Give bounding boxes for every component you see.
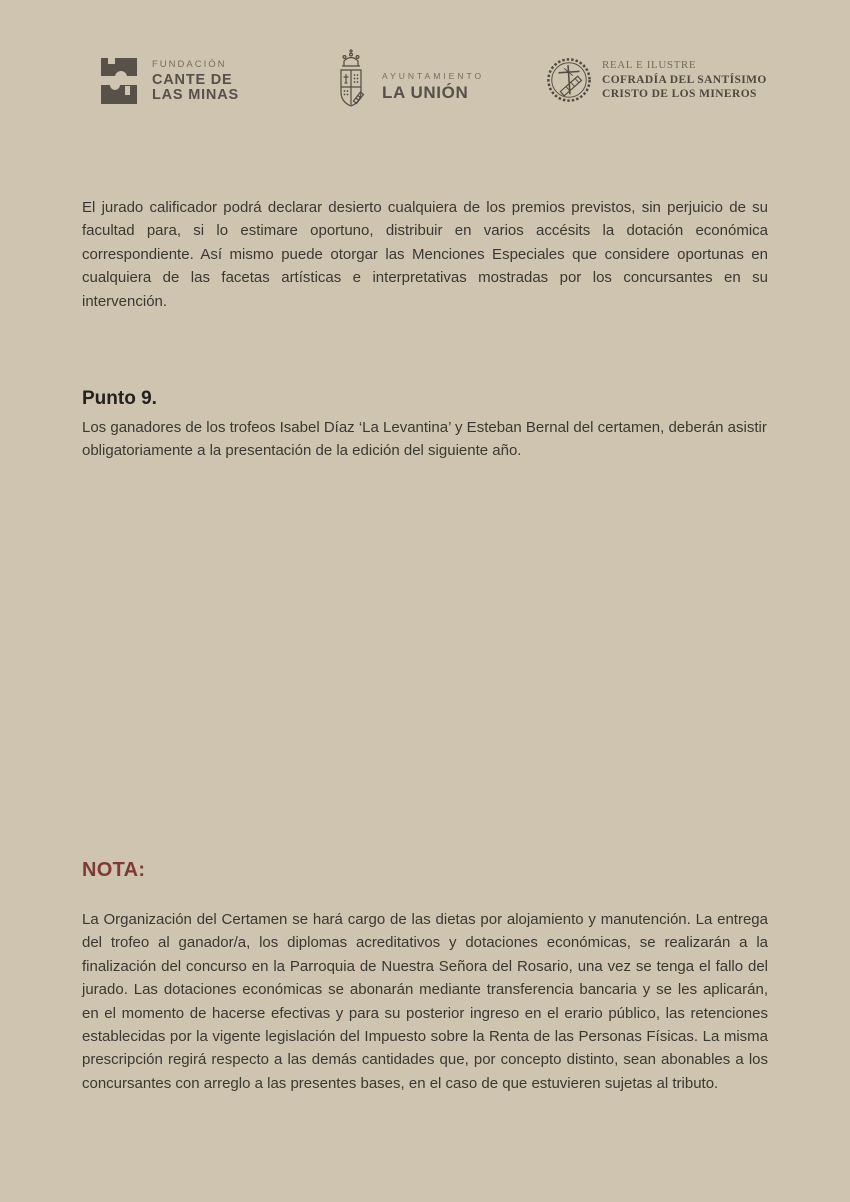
la-union-shield-icon bbox=[331, 48, 371, 110]
real-e-ilustre-label: REAL E ILUSTRE bbox=[602, 59, 697, 72]
cofradia-label: COFRADÍA DEL SANTÍSIMO bbox=[602, 73, 767, 86]
las-minas-label: LAS MINAS bbox=[152, 87, 239, 103]
cofradia-emblem-icon bbox=[546, 57, 592, 103]
punto9-heading: Punto 9. bbox=[82, 388, 157, 409]
logo-cofradia-cristo-de-los-mineros bbox=[546, 57, 767, 103]
logo-fundacion-text bbox=[152, 59, 239, 104]
logo-ayuntamiento-la-union bbox=[331, 48, 484, 110]
ayuntamiento-label: AYUNTAMIENTO bbox=[382, 71, 485, 81]
logo-cofradia-text bbox=[602, 58, 767, 102]
logo-la-union-text bbox=[382, 71, 484, 110]
paragraph-punto9: Los ganadores de los trofeos Isabel Díaz ‘La Levantina’ y Esteban Bernal del certamen, deberán asistir obligatoriamente a la presentación de la edición del siguiente año. bbox=[82, 419, 767, 460]
nota-heading: NOTA: bbox=[82, 859, 146, 881]
fundacion-label: FUNDACIÓN bbox=[152, 58, 227, 70]
cristo-mineros-label: CRISTO DE LOS MINEROS bbox=[602, 88, 757, 101]
paragraph-jurado: El jurado calificador podrá declarar desierto cualquiera de los premios previstos, sin perjuicio de su facultad para, si lo estimare oportuno, distribuir en varios accésits la dotación económica correspondiente. Así mismo puede otorgar las Menciones Especiales que considere oportunas en cualquiera de las facetas artísticas e interpretativas mostradas por los concursantes en su intervención. bbox=[82, 199, 768, 310]
cante-de-las-minas-icon bbox=[100, 57, 138, 105]
logo-fundacion-cante-de-las-minas bbox=[100, 57, 239, 105]
cante-de-label: CANTE DE bbox=[152, 71, 233, 88]
la-union-label: LA UNIÓN bbox=[382, 83, 469, 102]
paragraph-nota: La Organización del Certamen se hará cargo de las dietas por alojamiento y manutención. La entrega del trofeo al ganador/a, los diplomas acreditativos y dotaciones económicas, se realizarán a la finalización del concurso en la Parroquia de Nuestra Señora del Rosario, una vez se tenga el fallo del jurado. Las dotaciones económicas se abonarán mediante transferencia bancaria y se les aplicarán, en el momento de hacerse efectivas y para su posterior ingreso en el erario público, las retenciones establecidas por la vigente legislación del Impuesto sobre la Renta de las Personas Físicas. La misma prescripción regirá respecto a las demás cantidades que, por concepto distinto, sean abonables a los concursantes con arreglo a las presentes bases, en el caso de que estuvieren sujetas al tributo. bbox=[82, 911, 768, 1092]
